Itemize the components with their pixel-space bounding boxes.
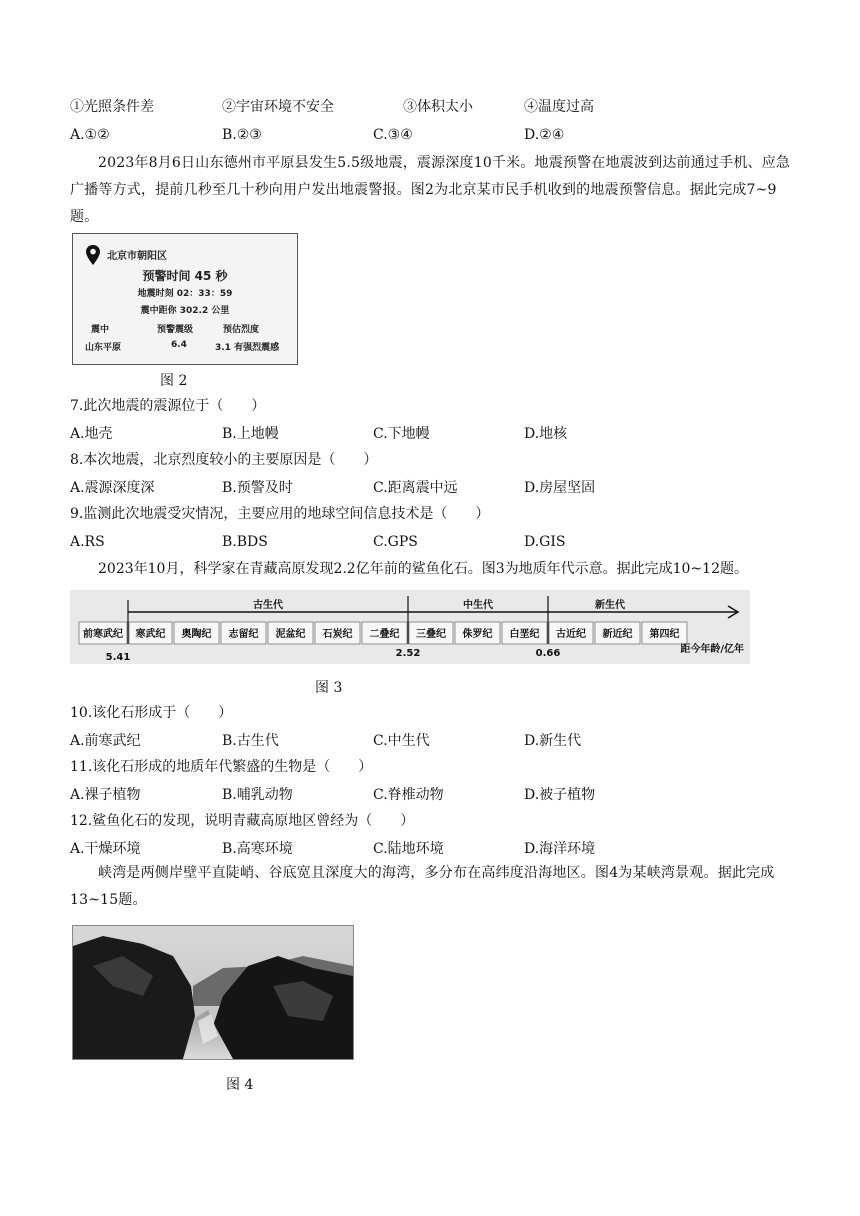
q6-item-4: ④温度过高 — [524, 99, 594, 115]
q8-option-b: B.预警及时 — [222, 480, 293, 496]
period-label: 石炭纪 — [322, 629, 353, 640]
q6-option-b: B.②③ — [222, 127, 262, 143]
period-label: 白垩纪 — [509, 629, 540, 640]
q10-stem: 10.该化石形成于（ ） — [70, 705, 233, 721]
q9-option-b: B.BDS — [222, 534, 268, 550]
intro-questions-10-12: 2023年10月，科学家在青藏高原发现2.2亿年前的鲨鱼化石。图3为地质年代示意。据此完成10~12题。 — [98, 561, 748, 577]
q10-option-d: D.新生代 — [524, 733, 582, 749]
q11-option-b: B.哺乳动物 — [222, 787, 293, 803]
q10-option-c: C.中生代 — [373, 733, 430, 749]
q9-option-c: C.GPS — [373, 534, 418, 550]
value-epicenter: 山东平原 — [85, 343, 122, 353]
q10-option-b: B.古生代 — [222, 733, 279, 749]
fjord-photo — [72, 925, 354, 1060]
q9-stem: 9.监测此次地震受灾情况，主要应用的地球空间信息技术是（ ） — [70, 506, 490, 522]
figure-3-caption: 图 3 — [315, 680, 343, 696]
period-label: 古近纪 — [556, 629, 586, 640]
header-magnitude: 预警震级 — [157, 325, 194, 335]
header-epicenter: 震中 — [91, 325, 110, 335]
q12-stem: 12.鲨鱼化石的发现，说明青藏高原地区曾经为（ ） — [70, 813, 415, 829]
q7-option-b: B.上地幔 — [222, 426, 279, 442]
period-label: 寒武纪 — [135, 629, 166, 640]
q9-option-d: D.GIS — [524, 534, 566, 550]
epicenter-distance: 震中距你 302.2 公里 — [140, 306, 230, 316]
axis-label: 距今年龄/亿年 — [680, 644, 744, 655]
era-mesozoic: 中生代 — [463, 600, 493, 611]
figure-2-caption: 图 2 — [160, 373, 188, 389]
q11-option-d: D.被子植物 — [524, 787, 596, 803]
q6-item-2: ②宇宙环境不安全 — [222, 99, 334, 115]
q8-option-a: A.震源深度深 — [70, 480, 155, 496]
q11-option-a: A.裸子植物 — [70, 787, 141, 803]
value-intensity: 3.1 有强烈震感 — [215, 343, 280, 353]
q6-option-a: A.①② — [70, 127, 110, 143]
q6-option-d: D.②④ — [524, 127, 565, 143]
period-boxes — [79, 622, 687, 644]
q8-stem: 8.本次地震，北京烈度较小的主要原因是（ ） — [70, 452, 378, 468]
q6-option-c: C.③④ — [373, 127, 413, 143]
period-label: 第四纪 — [649, 629, 680, 640]
tick-252: 2.52 — [395, 648, 421, 659]
quake-time: 地震时刻 02：33：59 — [137, 289, 233, 299]
q10-option-a: A.前寒武纪 — [70, 733, 141, 749]
figure-4-caption: 图 4 — [226, 1077, 254, 1093]
period-label: 三叠纪 — [416, 629, 446, 640]
q7-option-d: D.地核 — [524, 426, 568, 442]
era-cenozoic: 新生代 — [595, 600, 625, 611]
warning-location: 北京市朝阳区 — [107, 251, 167, 262]
q12-option-d: D.海洋环境 — [524, 841, 596, 857]
earthquake-warning-figure — [72, 233, 298, 365]
period-label: 新近纪 — [602, 629, 633, 640]
tick-066: 0.66 — [535, 648, 561, 659]
period-label: 前寒武纪 — [83, 629, 123, 640]
period-label: 侏罗纪 — [462, 629, 493, 640]
q8-option-d: D.房屋坚固 — [524, 480, 596, 496]
q7-stem: 7.此次地震的震源位于（ ） — [70, 398, 266, 414]
era-paleozoic: 古生代 — [253, 600, 283, 611]
value-magnitude: 6.4 — [171, 340, 187, 350]
q12-option-a: A.干燥环境 — [70, 841, 141, 857]
location-pin-icon — [85, 244, 101, 266]
warning-time: 预警时间 45 秒 — [142, 269, 228, 283]
header-intensity: 预估烈度 — [223, 325, 260, 335]
q7-option-c: C.下地幔 — [373, 426, 430, 442]
q12-option-b: B.高寒环境 — [222, 841, 293, 857]
period-label: 奥陶纪 — [181, 629, 212, 640]
intro-questions-13-15: 峡湾是两侧岸壁平直陡峭、谷底宽且深度大的海湾，多分布在高纬度沿海地区。图4为某峡湾景观。据此完成13~15题。 — [70, 865, 775, 908]
q8-option-c: C.距离震中远 — [373, 480, 458, 496]
q11-option-c: C.脊椎动物 — [373, 787, 444, 803]
q7-option-a: A.地壳 — [70, 426, 113, 442]
intro-questions-7-9: 2023年8月6日山东德州市平原县发生5.5级地震，震源深度10千米。地震预警在地震波到达前通过手机、应急广播等方式，提前几秒至几十秒向用户发出地震警报。图2为北京某市民手机收到的地震预警信息。据此完成7~9题。 — [70, 155, 791, 225]
period-label: 泥盆纪 — [275, 629, 306, 640]
geologic-time-figure — [70, 590, 750, 664]
period-label: 志留纪 — [228, 629, 259, 640]
q11-stem: 11.该化石形成的地质年代繁盛的生物是（ ） — [70, 759, 373, 775]
q6-item-1: ①光照条件差 — [70, 99, 154, 115]
period-label: 二叠纪 — [369, 629, 400, 640]
q12-option-c: C.陆地环境 — [373, 841, 444, 857]
q9-option-a: A.RS — [70, 534, 105, 550]
q6-item-3: ③体积太小 — [403, 99, 473, 115]
tick-541: 5.41 — [105, 652, 131, 663]
